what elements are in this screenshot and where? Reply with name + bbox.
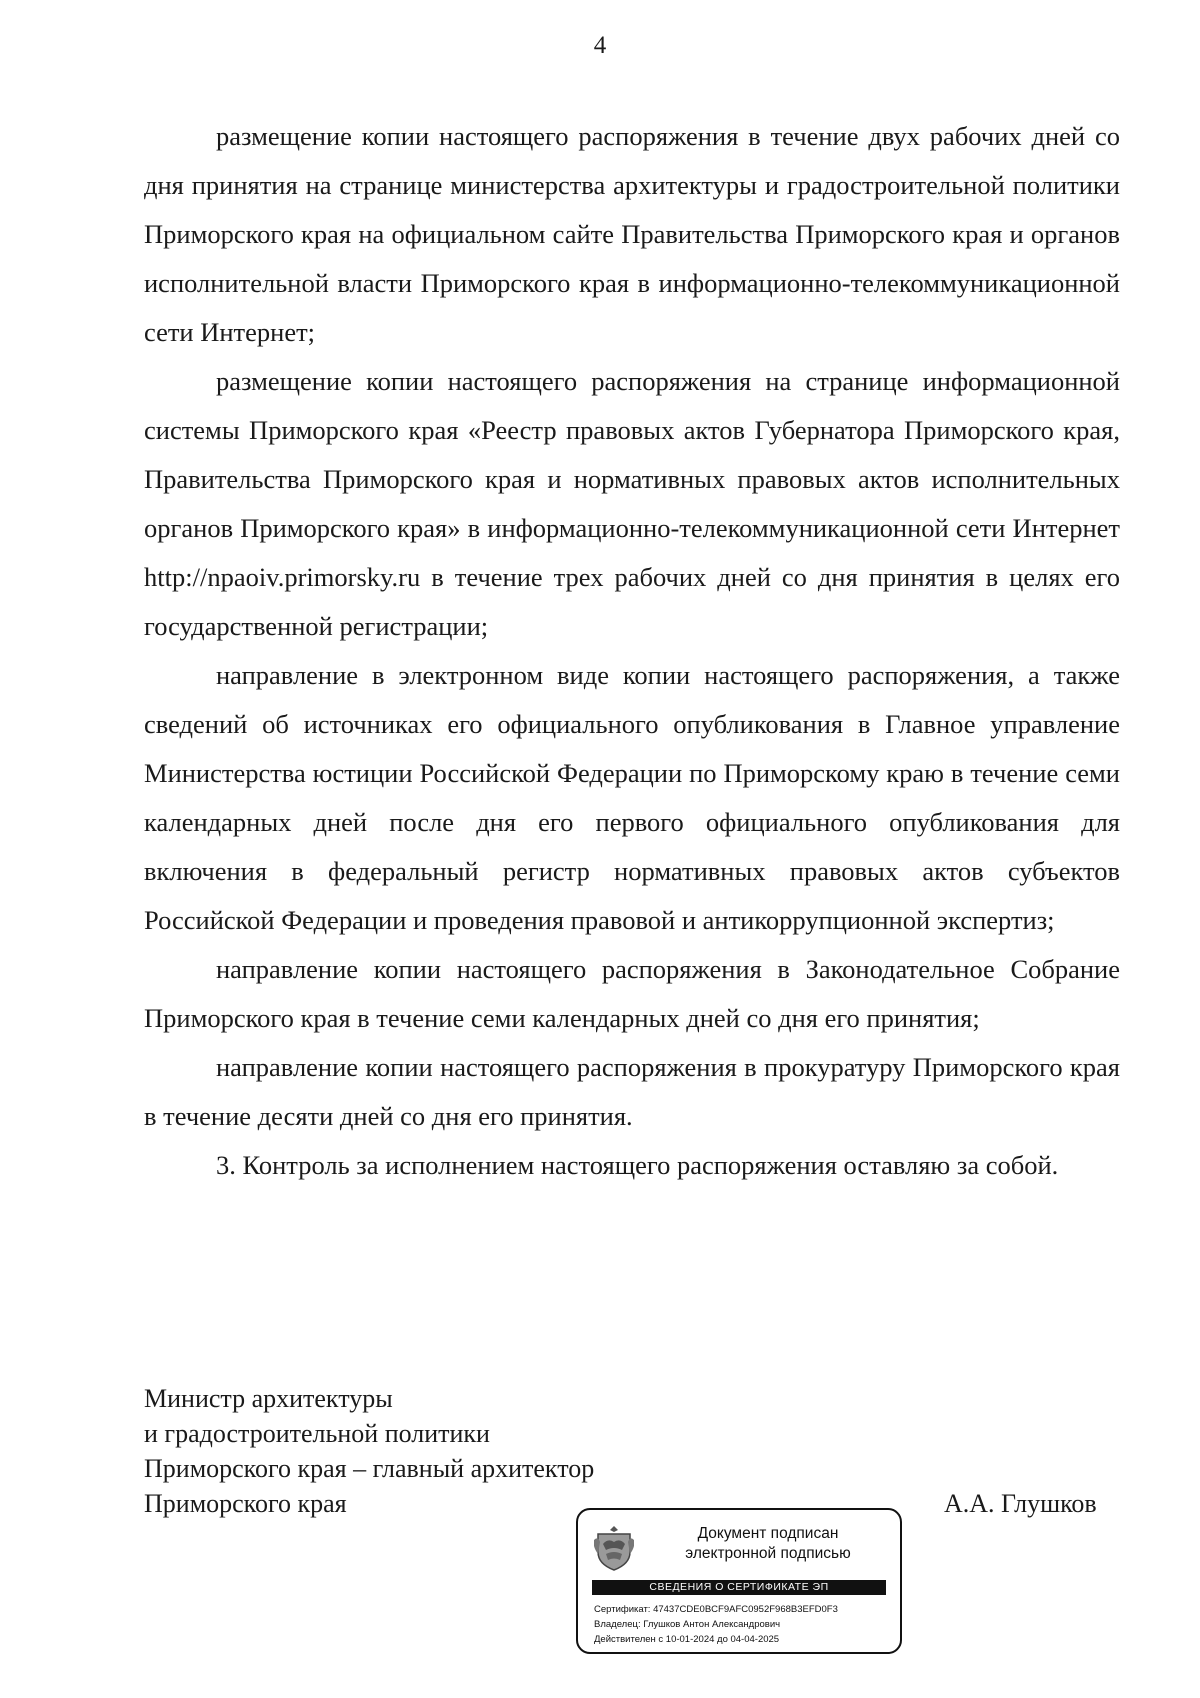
signatory-position-line: Приморского края [144,1489,347,1518]
stamp-title [648,1524,888,1564]
paragraph-legislative-assembly: направление копии настоящего распоряжения в Законодательное Собрание Приморского края в течение семи календарных дней со дня его принятия; [144,954,1120,1033]
paragraph-publication-registry: размещение копии настоящего распоряжения на странице информационной системы Приморского края «Реестр правовых актов Губернатора Приморского края, Правительства Приморского края и нормативных правовых актов исполнительных органов Приморского края» в информационно-телекоммуникационной сети Интернет http://npaoiv.primorsky.ru в течение трех рабочих дней со дня принятия в целях его государственной регистрации; [144,366,1120,641]
stamp-title-line: электронной подписью [685,1545,851,1562]
paragraph-prosecutor: направление копии настоящего распоряжения в прокуратуру Приморского края в течение десяти дней со дня его принятия. [144,1052,1120,1131]
stamp-certificate-header: СВЕДЕНИЯ О СЕРТИФИКАТЕ ЭП [592,1580,886,1595]
stamp-certificate-details [594,1602,838,1647]
stamp-certificate-owner: Владелец: Глушков Антон Александрович [594,1619,781,1630]
electronic-signature-stamp [576,1508,902,1654]
paragraph-ministry-of-justice: направление в электронном виде копии настоящего распоряжения, а также сведений об источниках его официального опубликования в Главное управление Министерства юстиции Российской Федерации по Приморскому краю в течение семи календарных дней после дня его первого официального опубликования для включения в федеральный регистр нормативных правовых актов субъектов Российской Федерации и проведения правовой и антикоррупционной экспертиз; [144,660,1120,935]
signatory-position-line: Министр архитектуры [144,1384,393,1413]
coat-of-arms-icon [592,1520,636,1574]
document-body [144,112,1120,1190]
signatory-position-line: Приморского края – главный архитектор [144,1454,595,1483]
page-number: 4 [593,32,607,59]
stamp-certificate-number: Сертификат: 47437CDE0BCF9AFC0952F968B3EFD0F3 [594,1604,838,1615]
signatory-name: А.А. Глушков [944,1489,1097,1518]
paragraph-publication-ministry-site: размещение копии настоящего распоряжения в течение двух рабочих дней со дня принятия на странице министерства архитектуры и градостроительной политики Приморского края на официальном сайте Правительства Приморского края и органов исполнительной власти Приморского края в информационно-телекоммуникационной сети Интернет; [144,121,1120,347]
stamp-certificate-validity: Действителен с 10-01-2024 до 04-04-2025 [594,1634,780,1645]
signatory-position [144,1381,594,1521]
stamp-title-line: Документ подписан [697,1525,839,1542]
paragraph-control-clause: 3. Контроль за исполнением настоящего распоряжения оставляю за собой. [216,1150,1059,1180]
signatory-position-line: и градостроительной политики [144,1419,490,1448]
